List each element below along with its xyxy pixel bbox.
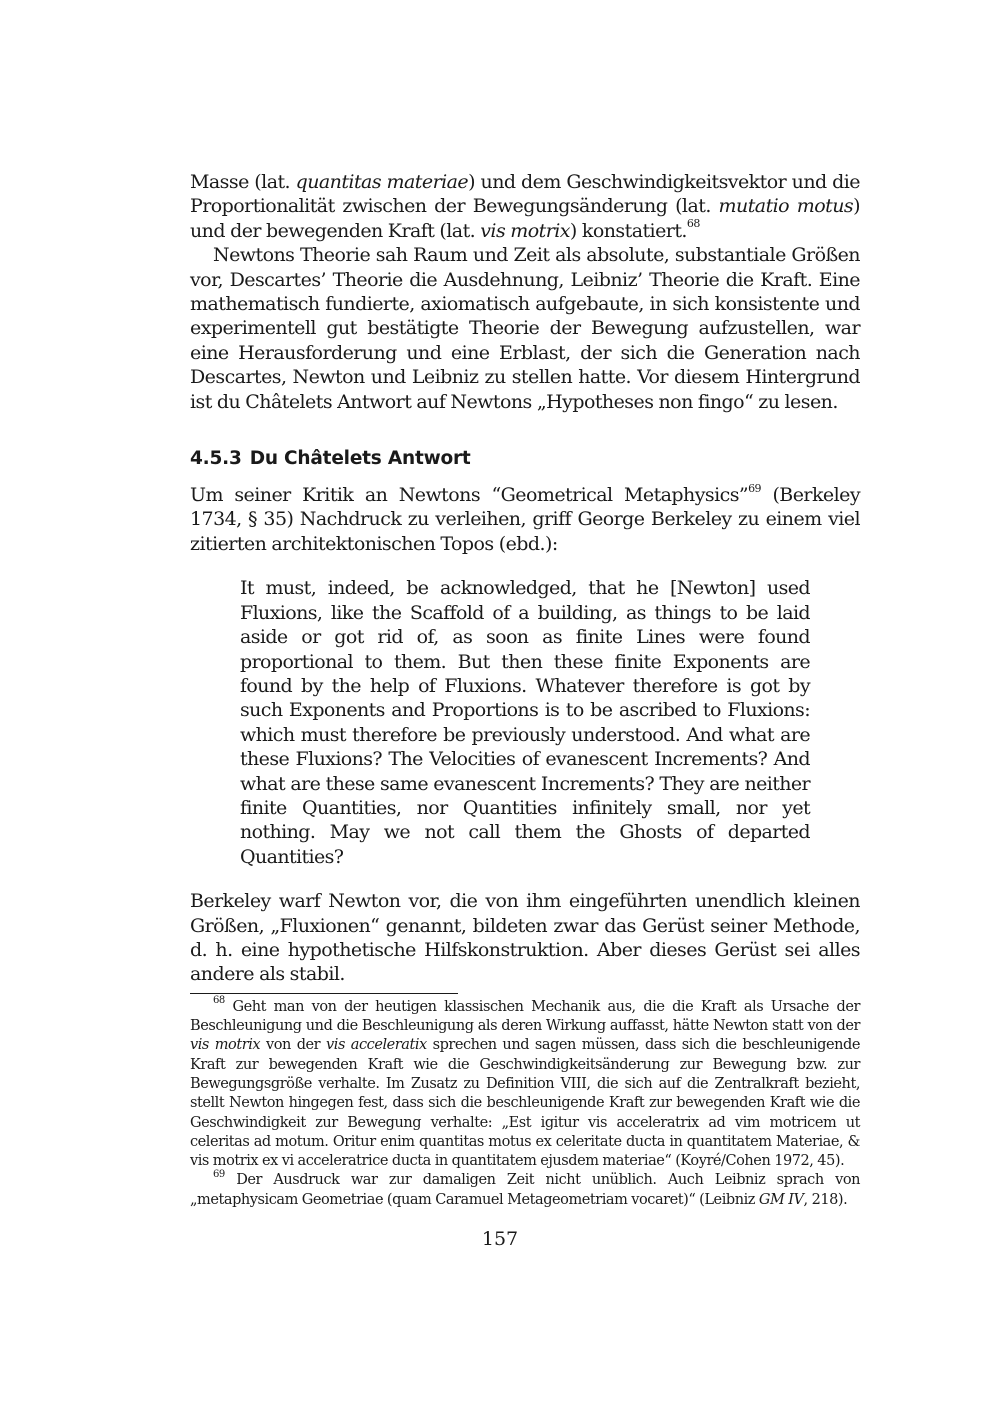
berkeley-quote: It must, indeed, be acknowledged, that he [Newton] used Fluxions, like the Scaffold of a building, as things to be laid aside or got rid of, as soon as finite Lines were found proportional to them. But then these finite Exponents are found by the help of Fluxions. Whatever therefore is got by such Exponents and Proportions is to be ascribed to Fluxions: which must therefore be previously understood. And what are these Fluxions? The Velocities of evanescent Increments? And what are these same evanescent Increments? They are neither finite Quantities, nor Quantities infinitely small, nor yet nothing. May we not call them the Ghosts of departed Quantities? — [240, 577, 810, 868]
footnote-68 — [190, 994, 860, 1172]
paragraph-text: ) und der bewegenden Kraft (lat. — [190, 195, 860, 242]
footnote-divider — [190, 993, 458, 994]
footnote-69 — [190, 1168, 860, 1210]
footnote-text: , 218). — [803, 1191, 848, 1208]
latin-term: vis motrix — [190, 1037, 261, 1054]
paragraph-continuation — [190, 170, 860, 243]
paragraph-text: Masse (lat. — [190, 171, 296, 193]
page-number: 157 — [481, 1228, 519, 1250]
footnote-text: sprechen und sagen müssen, dass sich die beschleunigende Kraft zur bewegenden Kraft wie die Geschwindigkeitsänderung zur Bewegung bzw. zur Bewegungsgröße verhalte. Im Zusatz zu Definition VIII, die sich auf die Zentralkraft bezieht, stellt Newton hingegen fest, dass sich die beschleunigende Kraft zur bewegenden Kraft wie die Geschwindigkeit zur Bewegung verhalte: „Est igitur vis acceleratrix ad vim motricem ut celeritas ad motum. Oritur enim quantitas motus ex celeritate ducta in quantitatem Materiae, & vis motrix ex vi acceleratrice ducta in quantitatem ejusdem materiae“ (Koyré/Cohen 1972, 45). — [190, 1037, 860, 1170]
paragraph-newton-theory: Newtons Theorie sah Raum und Zeit als absolute, substantiale Größen vor, Descartes’ Theorie die Ausdehnung, Leibniz’ Theorie die Kraft. Eine mathematisch fundierte, axiomatisch aufgebaute, in sich konsistente und experimentell gut bestätigte Theorie der Bewegung aufzustellen, war eine Herausforderung und eine Erblast, der sich die Generation nach Descartes, Newton und Leibniz zu stellen hatte. Vor diesem Hintergrund ist du Châtelets Antwort auf Newtons „Hypotheses non fingo“ zu lesen. — [190, 244, 860, 413]
footnote-text: von der — [260, 1037, 327, 1054]
latin-term: quantitas materiae — [295, 171, 469, 193]
paragraph-text: ) konstatiert. — [569, 219, 687, 242]
latin-term: vis motrix — [480, 219, 570, 242]
section-number: 4.5.3 — [190, 448, 242, 470]
footnotes — [190, 994, 860, 1210]
citation-work: GM IV — [758, 1191, 804, 1208]
section-heading — [190, 448, 860, 469]
page-content — [190, 170, 860, 1210]
footnote-reference[interactable]: 68 — [686, 217, 700, 231]
footnote-text: Der Ausdruck war zur damaligen Zeit nicht unüblich. Auch Leibniz sprach von „metaphysicam Geometriae (quam Caramuel Metageometriam vocaret)“ (Leibniz — [190, 1172, 860, 1208]
latin-term: vis acceleratix — [326, 1037, 427, 1054]
latin-term: mutatio motus — [718, 195, 854, 218]
section-title: Du Châtelets Antwort — [249, 448, 471, 470]
footnote-text: Geht man von der heutigen klassischen Mechanik aus, die die Kraft als Ursache der Beschleunigung und die Beschleunigung als deren Wirkung auffasst, hätte Newton statt von der — [190, 998, 860, 1035]
footnote-reference[interactable]: 69 — [748, 481, 762, 495]
paragraph-text: Um seiner Kritik an Newtons “Geometrical Metaphysics” — [190, 484, 749, 507]
paragraph-berkeley-intro — [190, 483, 860, 556]
footnote-number: 68 — [213, 994, 225, 1006]
paragraph-text: ) und dem Geschwindigkeitsvektor und die Proportionalität zwischen der Bewegungsänderung (lat. — [190, 171, 860, 218]
footnote-number: 69 — [213, 1168, 225, 1180]
paragraph-text: (Berkeley 1734, § 35) Nachdruck zu verleihen, griff George Berkeley zu einem viel zitierten architektonischen Topos (ebd.): — [190, 484, 861, 555]
paragraph-berkeley-critique: Berkeley warf Newton vor, die von ihm eingeführten unendlich kleinen Größen, „Fluxionen“ genannt, bildeten zwar das Gerüst seiner Methode, d. h. eine hypothetische Hilfskonstruktion. Aber dieses Gerüst sei alles andere als stabil. — [190, 890, 860, 986]
